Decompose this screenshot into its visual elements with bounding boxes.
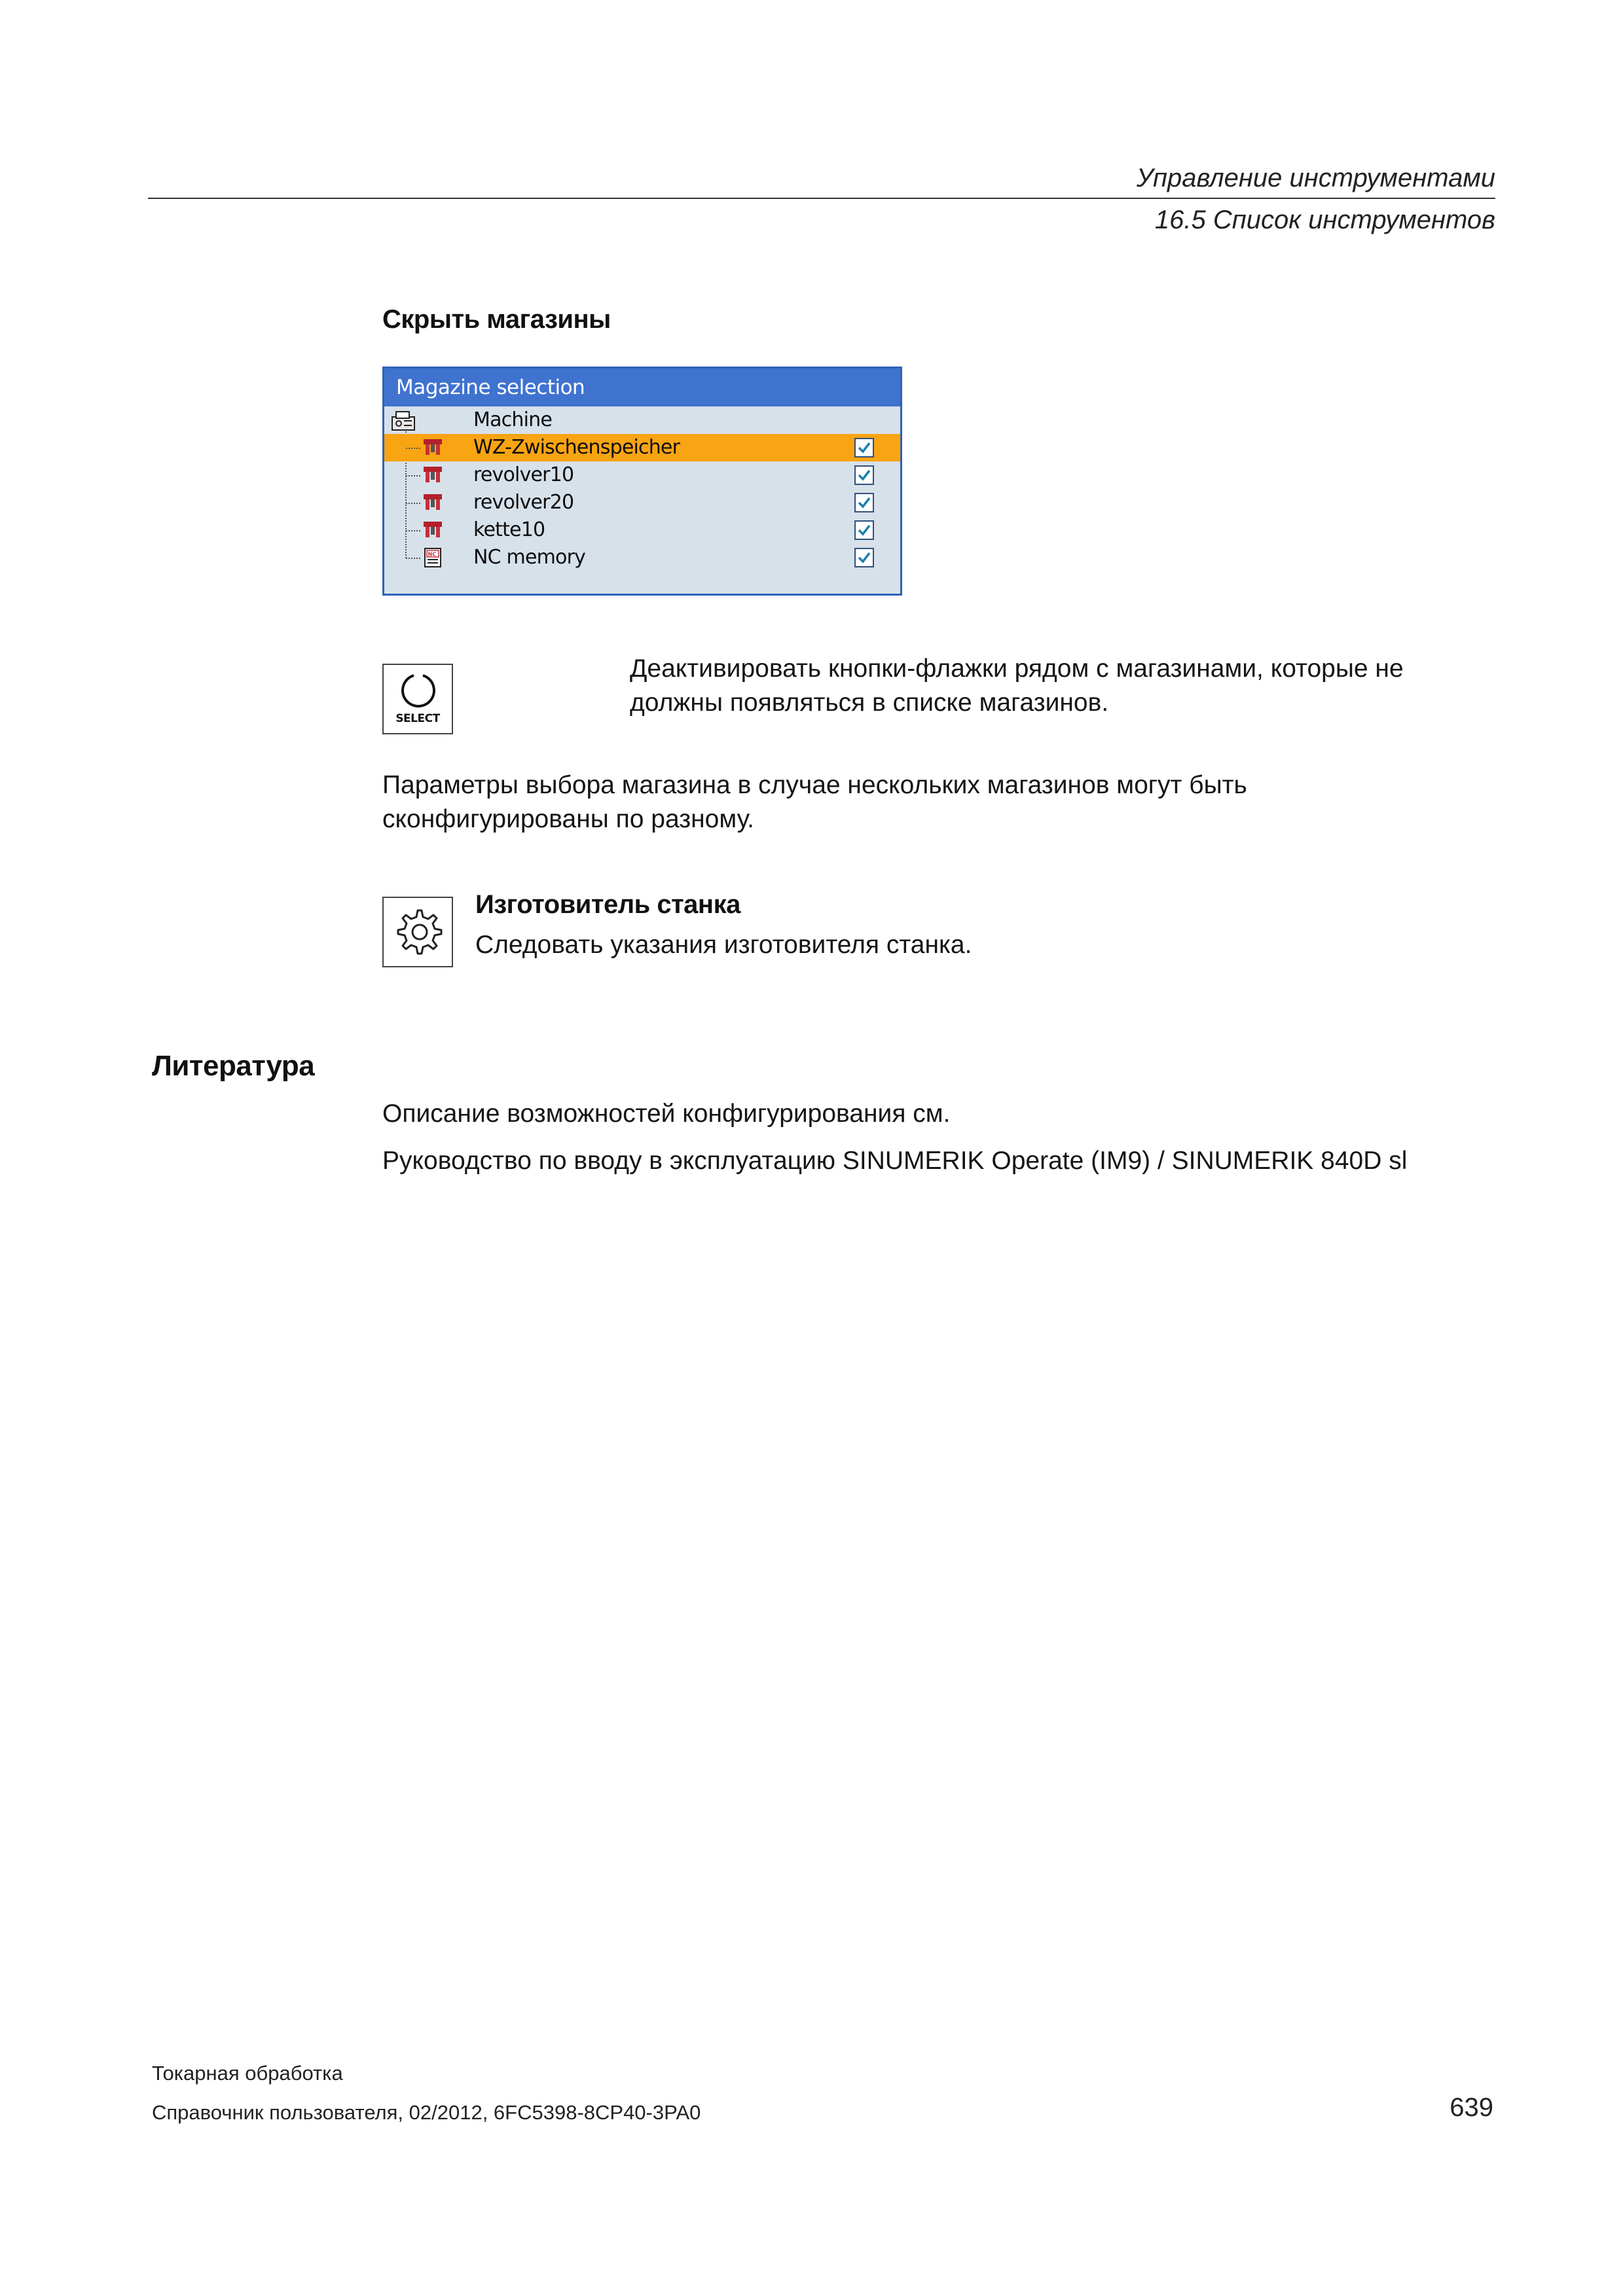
literature-heading: Литература — [152, 1050, 315, 1082]
literature-line-1: Описание возможностей конфигурирования см. — [382, 1100, 951, 1128]
select-key[interactable] — [382, 664, 453, 734]
checkmark-icon — [857, 440, 871, 455]
magazine-row-kette10[interactable] — [384, 516, 900, 544]
svg-text:NC: NC — [428, 551, 437, 558]
tree-root-machine[interactable] — [384, 406, 900, 434]
select-key-label: SELECT — [395, 712, 440, 725]
magazine-icon — [422, 492, 443, 513]
tree-branch — [406, 448, 420, 449]
tree-branch — [406, 503, 420, 504]
select-circle-icon — [399, 672, 437, 709]
gear-icon — [388, 903, 447, 961]
magazine-label: WZ-Zwischenspeicher — [473, 436, 680, 459]
magazine-checkbox[interactable] — [854, 548, 874, 567]
magazine-icon — [422, 520, 443, 541]
literature-line-2: Руководство по вводу в эксплуатацию SINUMERIK Operate (IM9) / SINUMERIK 840D sl — [382, 1147, 1408, 1175]
running-header-chapter: Управление инструментами — [1136, 164, 1495, 192]
running-header-section: 16.5 Список инструментов — [1154, 206, 1495, 234]
magazine-label: NC memory — [473, 546, 586, 569]
magazine-checkbox[interactable] — [854, 465, 874, 485]
tree-branch — [406, 475, 420, 476]
magazine-row-revolver20[interactable] — [384, 489, 900, 516]
magazine-icon — [422, 465, 443, 486]
checkmark-icon — [857, 495, 871, 510]
magazine-selection-dialog — [382, 367, 902, 596]
nc-memory-icon — [422, 547, 443, 568]
manufacturer-heading: Изготовитель станка — [475, 890, 740, 919]
magazine-label: revolver10 — [473, 463, 574, 486]
checkmark-icon — [857, 468, 871, 482]
tree-branch — [406, 530, 420, 531]
config-note: Параметры выбора магазина в случае нескольких магазинов могут быть сконфигурированы по разному. — [382, 771, 1247, 833]
tree-branch — [406, 558, 420, 559]
page-number: 639 — [1450, 2093, 1493, 2122]
magazine-icon — [422, 437, 443, 458]
manufacturer-text: Следовать указания изготовителя станка. — [475, 931, 972, 959]
magazine-row-wz-zwischenspeicher[interactable] — [384, 434, 900, 461]
checkmark-icon — [857, 550, 871, 565]
header-rule — [148, 198, 1495, 199]
magazine-row-nc-memory[interactable] — [384, 544, 900, 571]
footer-title: Токарная обработка — [152, 2062, 343, 2085]
dialog-title: Magazine selection — [384, 368, 900, 406]
magazine-row-revolver10[interactable] — [384, 461, 900, 489]
tree-root-label: Machine — [473, 408, 552, 431]
magazine-checkbox[interactable] — [854, 493, 874, 512]
magazine-checkbox[interactable] — [854, 438, 874, 457]
magazine-label: revolver20 — [473, 491, 574, 514]
select-key-description: Деактивировать кнопки-флажки рядом с магазинами, которые не должны появляться в списке магазинов. — [630, 655, 1404, 717]
checkmark-icon — [857, 523, 871, 537]
machine-icon — [391, 410, 417, 431]
manufacturer-box — [382, 897, 453, 967]
footer-manual-info: Справочник пользователя, 02/2012, 6FC5398-8CP40-3PA0 — [152, 2101, 701, 2124]
magazine-checkbox[interactable] — [854, 520, 874, 540]
hide-magazines-heading: Скрыть магазины — [382, 305, 611, 334]
magazine-label: kette10 — [473, 518, 545, 541]
